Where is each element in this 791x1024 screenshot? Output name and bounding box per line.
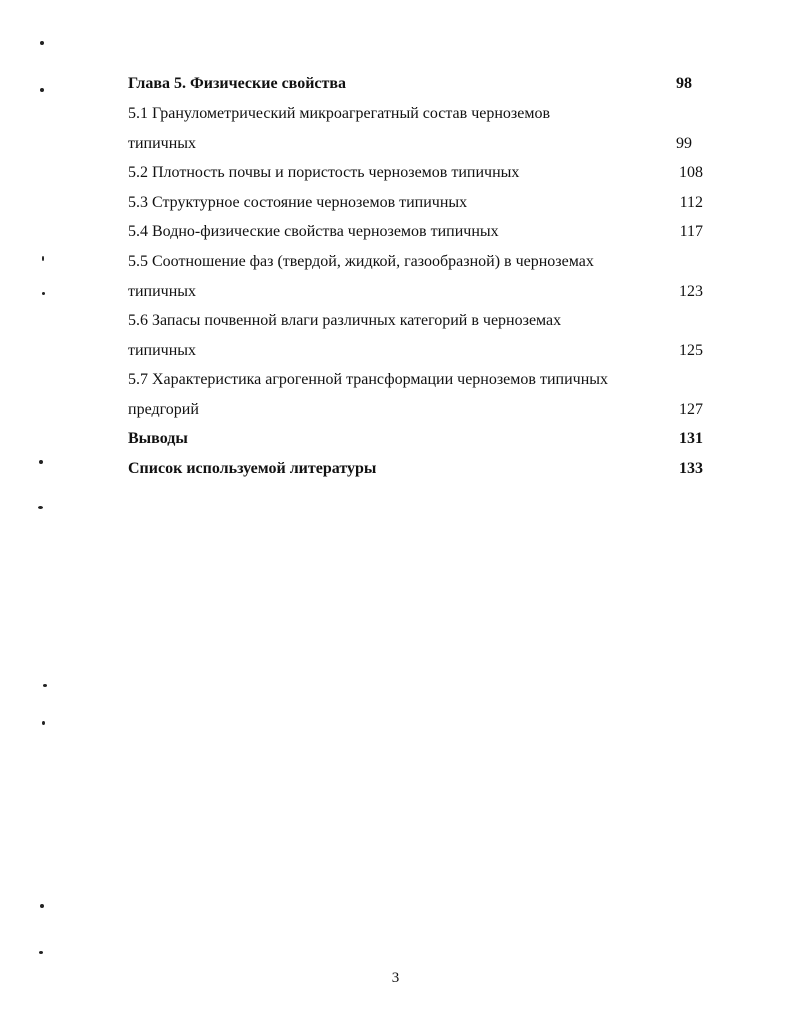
toc-entry-title: типичных <box>128 342 197 359</box>
toc-entry-page: 99 <box>676 135 692 152</box>
toc-entry-title: 5.6 Запасы почвенной влаги различных категорий в черноземах <box>128 312 562 329</box>
scan-speck <box>39 951 43 954</box>
toc-entry-page: 125 <box>679 342 703 359</box>
scan-speck <box>40 41 44 45</box>
toc-entry-title: Список используемой литературы <box>128 460 377 477</box>
toc-entry-page: 131 <box>679 430 703 447</box>
toc-entry-page: 98 <box>676 75 692 92</box>
toc-entry-5-7 <box>128 367 703 393</box>
scan-speck <box>42 256 44 261</box>
toc-entry-5-1-cont <box>128 131 703 157</box>
toc-entry-chapter-5 <box>128 71 703 97</box>
toc-entry-5-5-cont <box>128 279 703 305</box>
toc-entry-title: 5.1 Гранулометрический микроагрегатный состав черноземов <box>128 105 551 122</box>
toc-entry-page: 117 <box>679 223 703 240</box>
toc-entry-title: 5.7 Характеристика агрогенной трансформации черноземов типичных <box>128 371 608 388</box>
scan-speck <box>40 904 44 908</box>
scan-speck <box>42 292 45 295</box>
toc-entry-title: типичных <box>128 283 197 300</box>
toc-entry-conclusions <box>128 426 703 452</box>
toc-entry-5-7-cont <box>128 397 703 423</box>
toc-entry-title: 5.3 Структурное состояние черноземов типичных <box>128 194 468 211</box>
toc-entry-title: 5.2 Плотность почвы и пористость черноземов типичных <box>128 164 520 181</box>
toc-entry-page: 112 <box>679 194 703 211</box>
toc-entry-page: 123 <box>679 283 703 300</box>
scan-speck <box>43 684 47 687</box>
toc-entry-title: 5.5 Соотношение фаз (твердой, жидкой, газообразной) в черноземах <box>128 253 594 270</box>
toc-entry-5-3 <box>128 190 703 216</box>
toc-entry-5-1 <box>128 101 703 127</box>
toc-entry-page: 108 <box>679 164 703 181</box>
toc-entry-5-6-cont <box>128 338 703 364</box>
page-number: 3 <box>391 970 400 986</box>
toc-entry-5-4 <box>128 219 703 245</box>
toc-entry-page: 133 <box>679 460 703 477</box>
toc-entry-references <box>128 456 703 482</box>
toc-entry-title: предгорий <box>128 401 199 418</box>
toc-entry-5-2 <box>128 160 703 186</box>
toc-entry-title: типичных <box>128 135 197 152</box>
scan-speck <box>39 460 43 464</box>
toc-entry-5-6 <box>128 308 703 334</box>
toc-entry-page: 127 <box>679 401 703 418</box>
toc-entry-5-5 <box>128 249 703 275</box>
toc-entry-title: Глава 5. Физические свойства <box>128 75 347 92</box>
toc-entry-title: 5.4 Водно-физические свойства черноземов типичных <box>128 223 499 240</box>
scan-speck <box>40 88 44 92</box>
scan-speck <box>38 506 43 509</box>
scan-speck <box>42 721 45 725</box>
toc-entry-title: Выводы <box>128 430 188 447</box>
